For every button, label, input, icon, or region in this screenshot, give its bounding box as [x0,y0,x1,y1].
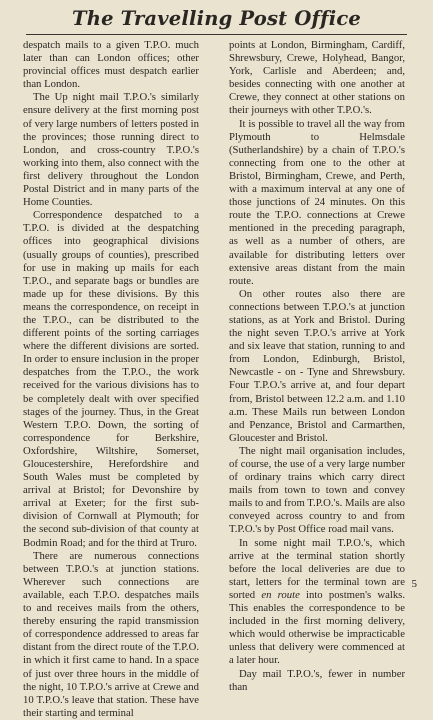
paragraph: despatch mails to a given T.P.O. much later than can London offices; other provincial offices must despatch earlier than London. [23,39,199,91]
page-number: 5 [411,578,417,590]
header-rule [26,34,407,35]
paragraph: It is possible to travel all the way from Plymouth to Helmsdale (Sutherlandshire) by a chain of T.P.O.'s connecting from one to the other at Bristol, Birmingham, Crewe, and Perth, with a maximum interval at any one of those junctions of 24 minutes. On this route the T.P.O. connections at Crewe mentioned in the preceding paragraph, as well as a number of others, are available for distributing letters over extensive areas distant from the main route. [229,117,405,287]
paragraph: On other routes also there are connections between T.P.O.'s at junction stations, as at York and Bristol. During the night seven T.P.O.'s arrive at York and six leave that station, running to and from London, Edinburgh, Bristol, Newcastle - on - Tyne and Shrewsbury. Four T.P.O.'s arrive at, and four depart from, Bristol between 12.2 a.m. and 1.10 a.m. These Mails run between London and Penzance, Bristol and Carmarthen, Gloucester and Bristol. [229,287,405,444]
paragraph: Correspondence despatched to a T.P.O. is divided at the despatching offices into geographical divisions (usually groups of counties), prescribed for use in making up mails for each T.P.O., and separate bags or bundles are made up for these divisions. By this means the correspondence, on receipt in the T.P.O., can be distributed to the different points of the sorting carriages where the different divisions are sorted. In order to ensure inclusion in the proper despatches from the T.P.O., the work received for the various divisions has to be completely dealt with over specified stages of the journey. Thus, in the Great Western T.P.O. Down, the sorting of correspondence for Berkshire, Oxfordshire, Wiltshire, Somerset, Gloucestershire, Herefordshire and South Wales must be completed by arrival at Bristol; for Devonshire by arrival at Exeter; for the first sub-division of Cornwall at Plymouth; for the second sub-division of that county at Bodmin Road; and for the third at Truro. [23,209,199,549]
right-column [229,39,405,694]
paragraph: In some night mail T.P.O.'s, which arrive at the terminal station shortly before the local deliveries are due to start, letters for the terminal town are sorted en route into postmen's walks. This enables the correspondence to be included in the first morning delivery, which would otherwise be impracticable unless that delivery were commenced at a later hour. [229,536,405,667]
paragraph: There are numerous connections between T.P.O.'s at junction stations. Wherever such connections are available, each T.P.O. despatches mails to and receives mails from the others, thereby ensuring the rapid transmission of correspondence addressed to areas far distant from the direct route of the T.P.O. in which it first came to hand. In a space of just over three hours in the middle of the night, 10 T.P.O.'s arrive at Crewe and 10 T.P.O.'s leave that station. These have their starting and terminal [23,549,199,719]
left-column [23,39,199,720]
paragraph: The Up night mail T.P.O.'s similarly ensure delivery at the first morning post of very large numbers of letters posted in the provinces; those running direct to London, and cross-country T.P.O.'s working into them, also connect with the first delivery throughout the London Postal District and in many parts of the Home Counties. [23,91,199,209]
paragraph: points at London, Birmingham, Cardiff, Shrewsbury, Crewe, Holyhead, Bangor, York, Carlisle and Aberdeen; and, besides connecting with one another at Crewe, they connect at other stations on their journeys with other T.P.O.'s. [229,39,405,117]
italic-phrase: en route [261,588,300,601]
page-title: The Travelling Post Office [71,7,362,30]
paragraph: The night mail organisation includes, of course, the use of a very large number of ordinary trains which carry direct mails from town to town and convey mails to and from T.P.O.'s. Mails are also conveyed across country to and from T.P.O.'s by Post Office road mail vans. [229,444,405,536]
paragraph: Day mail T.P.O.'s, fewer in number than [229,667,405,693]
